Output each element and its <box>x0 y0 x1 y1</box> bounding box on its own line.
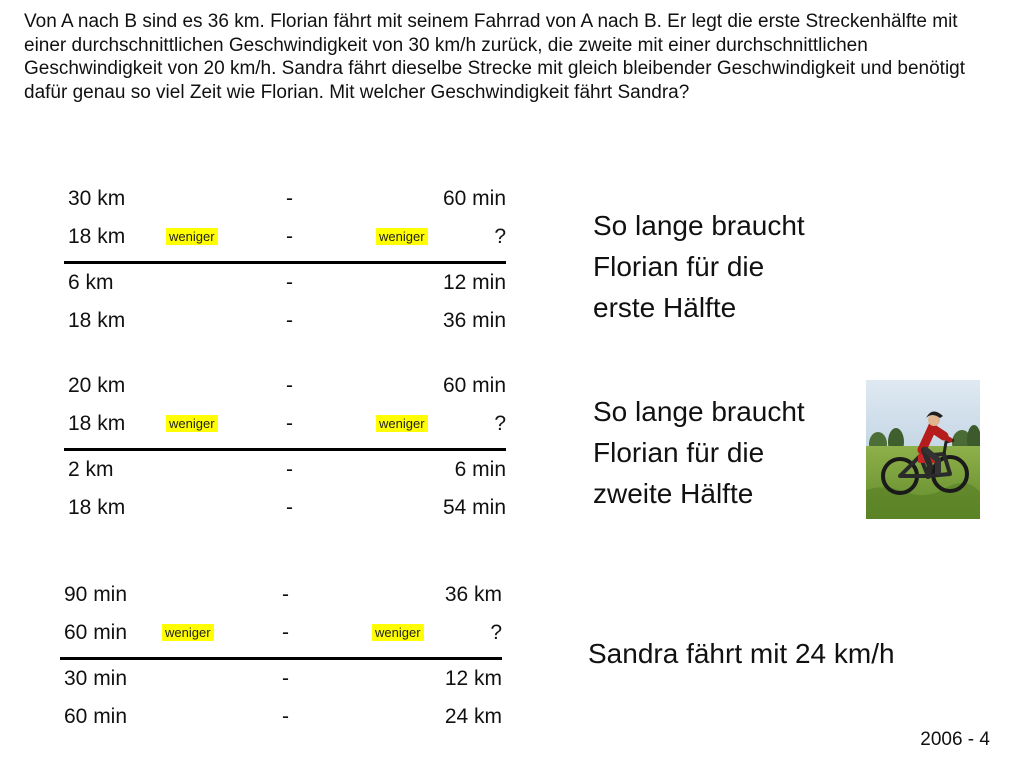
ratio-table-second-half <box>64 367 506 527</box>
row-left-value: 60 min <box>64 705 128 728</box>
note-first-half <box>593 205 805 328</box>
row-right-value: 60 min <box>442 187 506 210</box>
table-row <box>64 180 506 218</box>
row-right-value: 12 km <box>444 667 502 690</box>
cyclist-illustration <box>866 380 980 519</box>
row-right-value: 12 min <box>442 271 506 294</box>
row-dash: - <box>282 621 289 644</box>
row-right-value: 6 min <box>454 458 506 481</box>
row-left-value: 20 km <box>68 374 126 397</box>
row-dash: - <box>286 225 293 248</box>
table-row <box>64 218 506 256</box>
weniger-highlight-right: weniger <box>376 415 428 432</box>
table-row <box>64 405 506 443</box>
note-second-half <box>593 391 805 514</box>
answer-text: Sandra fährt mit 24 km/h <box>588 638 895 669</box>
row-left-value: 18 km <box>68 496 126 519</box>
table-row <box>60 657 502 698</box>
note-line: erste Hälfte <box>593 292 737 323</box>
row-left-value: 60 min <box>64 621 128 644</box>
row-left-value: 90 min <box>64 583 128 606</box>
weniger-highlight-left: weniger <box>162 624 214 641</box>
row-dash: - <box>286 496 293 519</box>
table-row <box>60 698 502 736</box>
row-right-value: 54 min <box>442 496 506 519</box>
weniger-highlight-right: weniger <box>376 228 428 245</box>
row-dash: - <box>286 458 293 481</box>
note-line: So lange braucht <box>593 396 805 427</box>
note-line: zweite Hälfte <box>593 478 754 509</box>
note-line: Florian für die <box>593 437 765 468</box>
ratio-table-sandra <box>60 576 502 736</box>
row-left-value: 30 km <box>68 187 126 210</box>
row-left-value: 2 km <box>68 458 114 481</box>
row-right-value: 24 km <box>444 705 502 728</box>
row-left-value: 18 km <box>68 309 126 332</box>
row-right-value: ? <box>494 225 506 248</box>
weniger-highlight-left: weniger <box>166 228 218 245</box>
weniger-highlight-left: weniger <box>166 415 218 432</box>
row-right-value: ? <box>490 621 502 644</box>
row-left-value: 18 km <box>68 412 126 435</box>
row-right-value: 60 min <box>442 374 506 397</box>
table-row <box>64 448 506 489</box>
row-dash: - <box>286 309 293 332</box>
row-left-value: 30 min <box>64 667 128 690</box>
row-left-value: 18 km <box>68 225 126 248</box>
cyclist-photo <box>866 380 980 519</box>
row-left-value: 6 km <box>68 271 114 294</box>
row-dash: - <box>282 583 289 606</box>
ratio-table-first-half <box>64 180 506 340</box>
slide-code: 2006 - 4 <box>920 729 990 750</box>
question-text: Von A nach B sind es 36 km. Florian fährt mit seinem Fahrrad von A nach B. Er legt die erste Streckenhälfte mit einer durchschnittlichen Geschwindigkeit von 30 km/h zurück, die zweite mit einer durchschnittlichen Geschwindigkeit von 20 km/h. Sandra fährt dieselbe Strecke mit gleich bleibender Geschwindigkeit und benötigt dafür genau so viel Zeit wie Florian. Mit welcher Geschwindigkeit fährt Sandra? <box>24 11 966 103</box>
table-row <box>64 261 506 302</box>
row-dash: - <box>282 667 289 690</box>
row-right-value: 36 km <box>444 583 502 606</box>
table-row <box>60 614 502 652</box>
table-row <box>64 367 506 405</box>
note-line: So lange braucht <box>593 210 805 241</box>
table-row <box>64 489 506 527</box>
note-line: Florian für die <box>593 251 765 282</box>
row-dash: - <box>286 271 293 294</box>
row-right-value: ? <box>494 412 506 435</box>
row-dash: - <box>286 374 293 397</box>
row-dash: - <box>282 705 289 728</box>
row-dash: - <box>286 412 293 435</box>
weniger-highlight-right: weniger <box>372 624 424 641</box>
table-row <box>60 576 502 614</box>
row-dash: - <box>286 187 293 210</box>
table-row <box>64 302 506 340</box>
row-right-value: 36 min <box>442 309 506 332</box>
